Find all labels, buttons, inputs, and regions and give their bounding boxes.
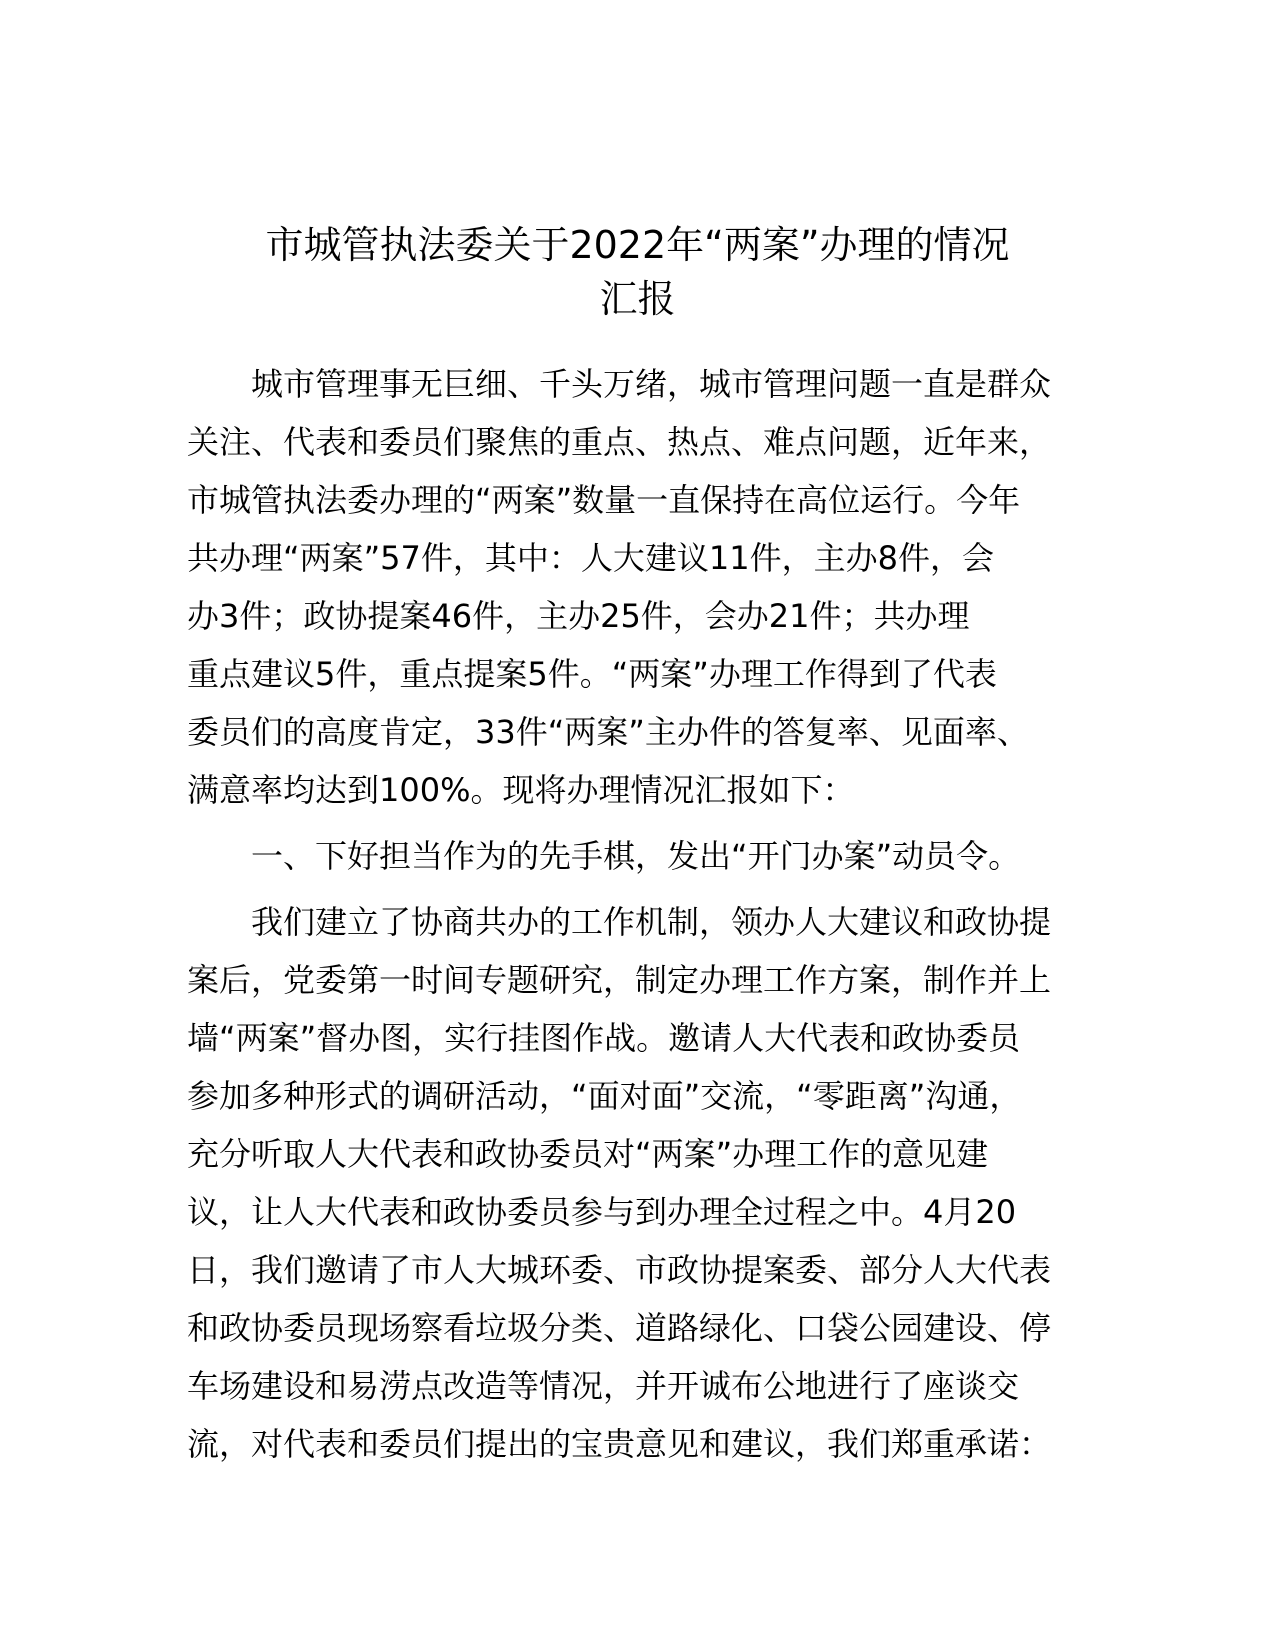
paragraph-line: 重点建议5件，重点提案5件。“两案”办理工作得到了代表 xyxy=(187,655,997,693)
paragraph-line: 墙“两案”督办图，实行挂图作战。邀请人大代表和政协委员 xyxy=(187,1019,1021,1057)
paragraph-line: 议，让人大代表和政协委员参与到办理全过程之中。4月20 xyxy=(187,1193,1017,1231)
paragraph-line: 日，我们邀请了市人大城环委、市政协提案委、部分人大代表 xyxy=(187,1251,1052,1289)
paragraph-line: 共办理“两案”57件，其中：人大建议11件，主办8件，会 xyxy=(187,539,994,577)
paragraph-line: 办3件；政协提案46件，主办25件，会办21件；共办理 xyxy=(187,597,970,635)
title-line-2: 汇报 xyxy=(599,277,676,321)
paragraph-section-1 xyxy=(187,893,1087,1473)
paragraph-line: 关注、代表和委员们聚焦的重点、热点、难点问题，近年来， xyxy=(187,423,1052,461)
paragraph-line: 流，对代表和委员们提出的宝贵意见和建议，我们郑重承诺： xyxy=(187,1425,1052,1463)
title-line-1: 市城管执法委关于2022年“两案”办理的情况 xyxy=(265,223,1010,267)
paragraph-line: 充分听取人大代表和政协委员对“两案”办理工作的意见建 xyxy=(187,1135,989,1173)
section-heading-line: 一、下好担当作为的先手棋，发出“开门办案”动员令。 xyxy=(251,837,1021,875)
paragraph-line: 车场建设和易涝点改造等情况，并开诚布公地进行了座谈交 xyxy=(187,1367,1020,1405)
paragraph-intro xyxy=(187,355,1087,819)
document-body xyxy=(187,355,1087,1473)
section-heading-1 xyxy=(187,827,1087,885)
paragraph-line: 参加多种形式的调研活动，“面对面”交流，“零距离”沟通， xyxy=(187,1077,1022,1115)
paragraph-line: 和政协委员现场察看垃圾分类、道路绿化、口袋公园建设、停 xyxy=(187,1309,1052,1347)
paragraph-line: 我们建立了协商共办的工作机制，领办人大建议和政协提 xyxy=(251,903,1052,941)
document-title xyxy=(180,218,1095,326)
paragraph-line: 委员们的高度肯定，33件“两案”主办件的答复率、见面率、 xyxy=(187,713,1029,751)
paragraph-line: 城市管理事无巨细、千头万绪，城市管理问题一直是群众 xyxy=(251,365,1052,403)
paragraph-line: 满意率均达到100%。现将办理情况汇报如下： xyxy=(187,771,855,809)
paragraph-line: 市城管执法委办理的“两案”数量一直保持在高位运行。今年 xyxy=(187,481,1021,519)
paragraph-line: 案后，党委第一时间专题研究，制定办理工作方案，制作并上 xyxy=(187,961,1052,999)
